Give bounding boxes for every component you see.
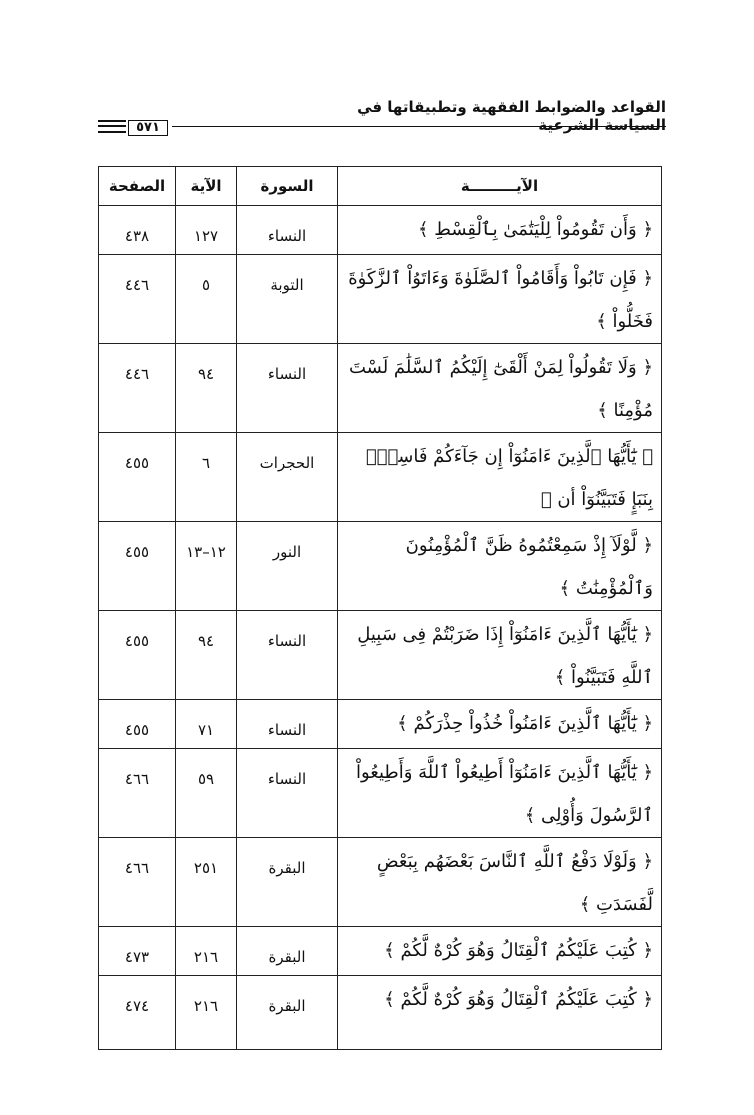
page-cell: ٤٥٥ [99,611,176,700]
table-row [99,700,662,749]
rule-line [98,125,126,127]
page-number-rule [98,120,666,136]
surah-cell: التوبة [237,255,338,344]
table-row [99,344,662,433]
ayah-cell: ٦ [176,433,237,522]
rule-line [98,120,126,122]
header-page: الصفحة [99,167,176,206]
surah-cell: النساء [237,206,338,255]
table-row [99,976,662,1050]
page-cell: ٤٦٦ [99,838,176,927]
table-row [99,433,662,522]
ayah-cell: ٢١٦ [176,976,237,1050]
table-row [99,611,662,700]
page-cell: ٤٥٥ [99,700,176,749]
surah-cell: النساء [237,611,338,700]
page-cell: ٤٧٤ [99,976,176,1050]
ayah-cell: ٩٤ [176,611,237,700]
surah-cell: النساء [237,749,338,838]
ayah-cell: ٢٥١ [176,838,237,927]
verse-cell: ﴿ يَٰٓأَيُّهَا ٱلَّذِينَ ءَامَنُوٓاْ أَطِيعُواْ ٱللَّهَ وَأَطِيعُواْ ٱلرَّسُولَ وَأُوْلِى ﴾ [338,749,662,838]
table-row [99,838,662,927]
ayah-cell: ٩٤ [176,344,237,433]
surah-cell: البقرة [237,976,338,1050]
surah-cell: النساء [237,700,338,749]
page-cell: ٤٦٦ [99,749,176,838]
verse-cell: ﴿ وَأَن تَقُومُواْ لِلْيَتَٰمَىٰ بِٱلْقِسْطِ ﴾ [338,206,662,255]
surah-cell: الحجرات [237,433,338,522]
page-cell: ٤٥٥ [99,433,176,522]
verse-cell: ﴿ وَلَوْلَا دَفْعُ ٱللَّهِ ٱلنَّاسَ بَعْضَهُم بِبَعْضٍ لَّفَسَدَتِ ﴾ [338,838,662,927]
verse-cell: ﴿ فَإِن تَابُواْ وَأَقَامُواْ ٱلصَّلَوٰةَ وَءَاتَوُاْ ٱلزَّكَوٰةَ فَخَلُّواْ ﴾ [338,255,662,344]
table-row [99,522,662,611]
ayah-cell: ٧١ [176,700,237,749]
page-cell: ٤٧٣ [99,927,176,976]
table-header-row [99,167,662,206]
table-row [99,749,662,838]
verse-cell: ﴿ لَّوْلَآ إِذْ سَمِعْتُمُوهُ ظَنَّ ٱلْمُؤْمِنُونَ وَٱلْمُؤْمِنَٰتُ ﴾ [338,522,662,611]
surah-cell: البقرة [237,838,338,927]
ayah-cell: ١٢–١٣ [176,522,237,611]
page-number: ٥٧١ [128,120,168,136]
page-cell: ٤٣٨ [99,206,176,255]
verse-cell: ﴿ يَٰٓأَيُّهَا ٱلَّذِينَ ءَامَنُوٓاْ إِن جَآءَكُمْ فَاسِقٌۢ بِنَبَإٍ فَتَبَيَّنُوٓاْ أن ﴾ [338,433,662,522]
ayah-cell: ٥ [176,255,237,344]
ayah-cell: ٥٩ [176,749,237,838]
surah-cell: البقرة [237,927,338,976]
ayah-cell: ١٢٧ [176,206,237,255]
table-row [99,206,662,255]
header-surah: السورة [237,167,338,206]
ayah-cell: ٢١٦ [176,927,237,976]
verse-cell: ﴿ وَلَا تَقُولُواْ لِمَنْ أَلْقَىٰٓ إِلَيْكُمُ ٱلسَّلَٰمَ لَسْتَ مُؤْمِنًا ﴾ [338,344,662,433]
table-row [99,255,662,344]
running-header-title: القواعد والضوابط الفقهية وتطبيقاتها في السياسة الشرعية [357,98,666,134]
surah-cell: النور [237,522,338,611]
verse-cell: ﴿ كُتِبَ عَلَيْكُمُ ٱلْقِتَالُ وَهُوَ كُرْهٌ لَّكُمْ ﴾ [338,976,662,1050]
rule-line [98,131,126,133]
verse-cell: ﴿ يَٰٓأَيُّهَا ٱلَّذِينَ ءَامَنُوٓاْ إِذَا ضَرَبْتُمْ فِى سَبِيلِ ٱللَّهِ فَتَبَيَّنُواْ ﴾ [338,611,662,700]
header-verse: الآيـــــــــة [338,167,662,206]
header-divider [172,126,666,127]
verse-index-table [98,166,662,1050]
header-ayah: الآية [176,167,237,206]
table-row [99,927,662,976]
page-cell: ٤٥٥ [99,522,176,611]
page-cell: ٤٤٦ [99,255,176,344]
page-cell: ٤٤٦ [99,344,176,433]
surah-cell: النساء [237,344,338,433]
verse-cell: ﴿ يَٰٓأَيُّهَا ٱلَّذِينَ ءَامَنُواْ خُذُواْ حِذْرَكُمْ ﴾ [338,700,662,749]
verse-cell: ﴿ كُتِبَ عَلَيْكُمُ ٱلْقِتَالُ وَهُوَ كُرْهٌ لَّكُمْ ﴾ [338,927,662,976]
